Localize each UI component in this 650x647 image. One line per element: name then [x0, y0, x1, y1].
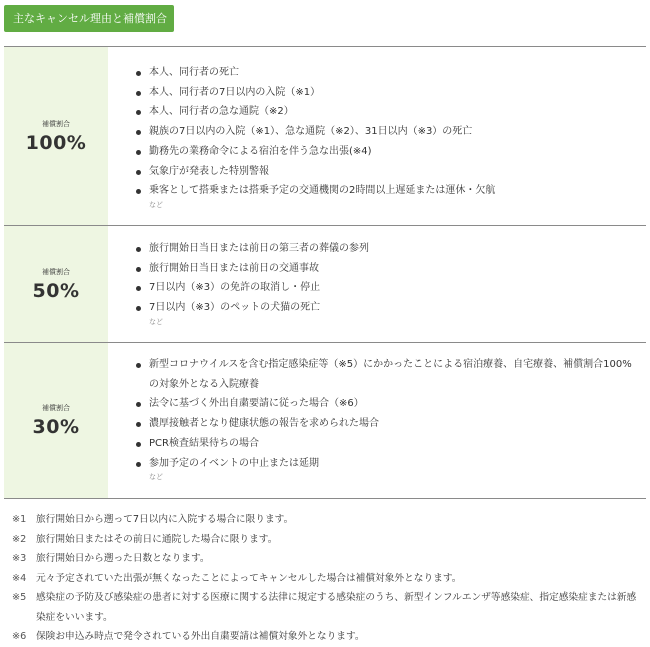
- coverage-label-cell: [4, 47, 108, 225]
- reasons-list: [136, 63, 646, 201]
- footnote-mark: ※5: [12, 592, 27, 603]
- coverage-percent: 100%: [25, 131, 87, 154]
- etc-note: など: [149, 317, 163, 326]
- footnote-mark: ※4: [12, 572, 27, 584]
- reason-item: 7日以内（※3）のペットの犬猫の死亡: [136, 298, 646, 318]
- reason-item: 新型コロナウイルスを含む指定感染症等（※5）にかかったことによる宿泊療養、自宅療養、補償割合100%の対象外となる入院療養: [136, 355, 646, 394]
- reason-item: 親族の7日以内の入院（※1）、急な通院（※2）、31日以内（※3）の死亡: [136, 122, 646, 142]
- footnote-mark: ※1: [12, 514, 27, 525]
- reason-item: 旅行開始日当日または前日の交通事故: [136, 259, 646, 279]
- footnote: [8, 627, 640, 647]
- footnote: [8, 588, 640, 627]
- footnote: [8, 510, 640, 530]
- footnotes: [8, 510, 640, 647]
- reasons-list: [136, 239, 646, 318]
- reason-item: 本人、同行者の7日以内の入院（※1）: [136, 83, 646, 103]
- etc-note: など: [149, 473, 163, 482]
- coverage-label-cell: [4, 226, 108, 342]
- footnote-text: 保険お申込み時点で発令されている外出自粛要請は補償対象外となります。: [36, 631, 365, 642]
- reason-item: 勤務先の業務命令による宿泊を伴う急な出張(※4): [136, 142, 646, 162]
- footnote-text: 旅行開始日から遡って7日以内に入院する場合に限ります。: [36, 514, 294, 525]
- cancel-reasons-table: [4, 46, 646, 499]
- reason-item: 乗客として搭乗または搭乗予定の交通機関の2時間以上遅延または運休・欠航: [136, 181, 646, 201]
- footnote-text: 感染症の予防及び感染症の患者に対する医療に関する法律に規定する感染症のうち、新型インフルエンザ等感染症、指定感染症または新感染症をいいます。: [36, 592, 637, 623]
- reason-item: 参加予定のイベントの中止または延期: [136, 454, 646, 474]
- coverage-percent: 50%: [32, 279, 80, 302]
- etc-note: など: [149, 200, 163, 209]
- footnote-text: 旅行開始日から遡った日数となります。: [36, 553, 210, 564]
- coverage-label-cell: [4, 343, 108, 498]
- footnote: [8, 569, 640, 589]
- coverage-percent: 30%: [32, 416, 80, 438]
- footnote-text: 旅行開始日またはその前日に通院した場合に限ります。: [36, 533, 278, 545]
- footnote-mark: ※6: [12, 631, 27, 642]
- coverage-row-30: [4, 343, 646, 499]
- coverage-label: 補償割合: [42, 404, 70, 412]
- reason-item: 法令に基づく外出自粛要請に従った場合（※6）: [136, 394, 646, 414]
- reason-item: 本人、同行者の急な通院（※2）: [136, 102, 646, 122]
- footnote: [8, 530, 640, 550]
- reason-item: 7日以内（※3）の免許の取消し・停止: [136, 278, 646, 298]
- coverage-label: 補償割合: [42, 119, 70, 128]
- coverage-row-100: [4, 46, 646, 226]
- reasons-list: [136, 355, 646, 473]
- reasons-cell: [108, 47, 646, 225]
- coverage-label: 補償割合: [42, 267, 70, 276]
- footnote: [8, 549, 640, 569]
- footnote-mark: ※3: [12, 553, 27, 564]
- reason-item: PCR検査結果待ちの場合: [136, 434, 646, 454]
- footnote-text: 元々予定されていた出張が無くなったことによってキャンセルした場合は補償対象外となります。: [36, 572, 462, 584]
- footnote-mark: ※2: [12, 533, 27, 545]
- reason-item: 本人、同行者の死亡: [136, 63, 646, 83]
- reasons-cell: [108, 343, 646, 498]
- reason-item: 濃厚接触者となり健康状態の報告を求められた場合: [136, 414, 646, 434]
- coverage-row-50: [4, 226, 646, 343]
- section-title: 主なキャンセル理由と補償割合: [4, 5, 174, 32]
- reason-item: 旅行開始日当日または前日の第三者の葬儀の参列: [136, 239, 646, 259]
- reason-item: 気象庁が発表した特別警報: [136, 162, 646, 182]
- reasons-cell: [108, 226, 646, 342]
